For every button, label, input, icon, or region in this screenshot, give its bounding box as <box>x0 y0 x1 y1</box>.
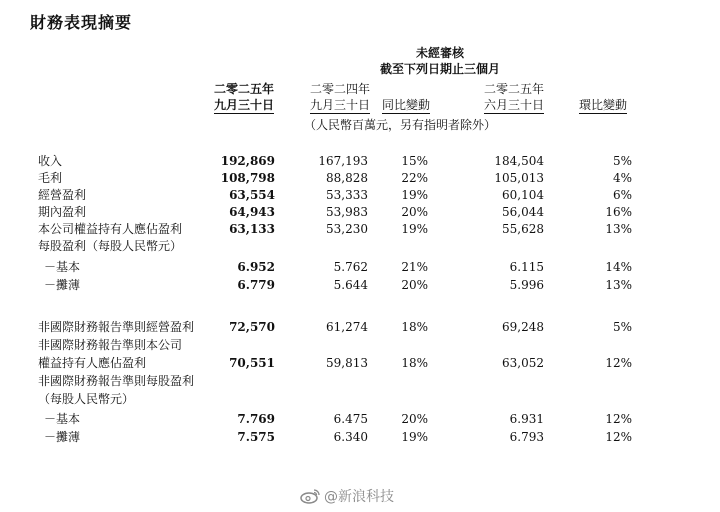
table-row <box>0 410 720 428</box>
watermark <box>300 486 394 506</box>
value-prior-year: 53,983 <box>326 205 368 219</box>
row-label: 非國際財務報告準則經營盈利 <box>38 320 195 334</box>
table-row <box>0 336 720 354</box>
value-prior-quarter: 105,013 <box>494 171 544 185</box>
value-prior-year: 5.644 <box>333 278 368 292</box>
row-label: 期內盈利 <box>38 205 87 219</box>
table-row <box>0 390 720 408</box>
value-current: 108,798 <box>220 171 275 185</box>
value-yoy-change: 22% <box>401 171 428 185</box>
value-qoq-change: 5% <box>612 320 632 334</box>
row-label: 非國際財務報告準則每股盈利 <box>38 374 195 388</box>
value-prior-year: 53,230 <box>326 222 368 236</box>
value-prior-quarter: 56,044 <box>502 205 544 219</box>
value-qoq-change: 5% <box>612 154 632 168</box>
col-current-date: 九月三十日 <box>213 98 275 112</box>
col-current-year: 二零二五年 <box>213 82 275 96</box>
value-yoy-change: 19% <box>401 222 428 236</box>
value-qoq-change: 6% <box>612 188 632 202</box>
value-current: 70,551 <box>229 356 275 370</box>
value-qoq-change: 14% <box>605 260 632 274</box>
value-prior-quarter: 5.996 <box>509 278 544 292</box>
value-prior-quarter: 6.931 <box>509 412 544 426</box>
value-qoq-change: 12% <box>605 412 632 426</box>
value-yoy-change: 18% <box>401 356 428 370</box>
col-yoy: 同比變動 <box>381 98 431 112</box>
value-prior-quarter: 55,628 <box>502 222 544 236</box>
value-yoy-change: 19% <box>401 188 428 202</box>
value-current: 64,943 <box>229 205 275 219</box>
table-row <box>0 169 720 187</box>
row-label: 收入 <box>38 154 63 168</box>
value-yoy-change: 21% <box>401 260 428 274</box>
page-title: 財務表現摘要 <box>30 13 133 32</box>
table-row <box>0 258 720 276</box>
value-current: 6.952 <box>237 260 275 274</box>
value-prior-year: 59,813 <box>326 356 368 370</box>
value-prior-quarter: 60,104 <box>502 188 544 202</box>
value-qoq-change: 12% <box>605 430 632 444</box>
value-current: 63,133 <box>229 222 275 236</box>
value-yoy-change: 20% <box>401 412 428 426</box>
value-current: 72,570 <box>229 320 275 334</box>
col-q2-date: 六月三十日 <box>483 98 545 112</box>
value-prior-quarter: 63,052 <box>502 356 544 370</box>
row-label: 權益持有人應佔盈利 <box>38 356 147 370</box>
value-qoq-change: 12% <box>605 356 632 370</box>
value-current: 63,554 <box>229 188 275 202</box>
weibo-logo-icon <box>300 488 320 504</box>
value-yoy-change: 20% <box>401 205 428 219</box>
value-prior-quarter: 6.793 <box>509 430 544 444</box>
table-row <box>0 354 720 372</box>
value-prior-quarter: 6.115 <box>509 260 544 274</box>
value-yoy-change: 20% <box>401 278 428 292</box>
period-header: 截至下列日期止三個月 <box>379 62 501 76</box>
table-row <box>0 220 720 238</box>
col-prev-date: 九月三十日 <box>309 98 371 112</box>
value-prior-year: 167,193 <box>318 154 368 168</box>
table-row <box>0 237 720 255</box>
value-yoy-change: 18% <box>401 320 428 334</box>
unit-note: （人民幣百萬元，另有指明者除外） <box>303 118 497 132</box>
row-label: （每股人民幣元） <box>38 392 135 406</box>
value-qoq-change: 13% <box>605 278 632 292</box>
table-row <box>0 428 720 446</box>
value-prior-year: 88,828 <box>326 171 368 185</box>
row-label: 毛利 <box>38 171 63 185</box>
table-row <box>0 203 720 221</box>
value-prior-quarter: 184,504 <box>494 154 544 168</box>
value-prior-quarter: 69,248 <box>502 320 544 334</box>
row-label: 非國際財務報告準則本公司 <box>38 338 183 352</box>
value-prior-year: 53,333 <box>326 188 368 202</box>
row-label: 每股盈利（每股人民幣元） <box>38 239 183 253</box>
value-qoq-change: 4% <box>612 171 632 185</box>
value-prior-year: 61,274 <box>326 320 368 334</box>
value-current: 7.769 <box>237 412 275 426</box>
table-row <box>0 186 720 204</box>
value-qoq-change: 16% <box>605 205 632 219</box>
value-qoq-change: 13% <box>605 222 632 236</box>
row-label: －基本 <box>44 260 81 274</box>
row-label: 經營盈利 <box>38 188 87 202</box>
col-qoq: 環比變動 <box>578 98 628 112</box>
col-prev-year: 二零二四年 <box>309 82 371 96</box>
value-yoy-change: 19% <box>401 430 428 444</box>
watermark-text: @新浪科技 <box>324 489 394 505</box>
table-row <box>0 372 720 390</box>
value-current: 6.779 <box>237 278 275 292</box>
row-label: －攤薄 <box>44 430 81 444</box>
value-prior-year: 6.475 <box>333 412 368 426</box>
value-yoy-change: 15% <box>401 154 428 168</box>
value-current: 192,869 <box>220 154 275 168</box>
value-current: 7.575 <box>237 430 275 444</box>
value-prior-year: 5.762 <box>333 260 368 274</box>
unaudited-header: 未經審核 <box>415 46 465 60</box>
row-label: 本公司權益持有人應佔盈利 <box>38 222 183 236</box>
row-label: －基本 <box>44 412 81 426</box>
table-row <box>0 152 720 170</box>
value-prior-year: 6.340 <box>333 430 368 444</box>
col-q2-year: 二零二五年 <box>483 82 545 96</box>
row-label: －攤薄 <box>44 278 81 292</box>
table-row <box>0 318 720 336</box>
table-row <box>0 276 720 294</box>
